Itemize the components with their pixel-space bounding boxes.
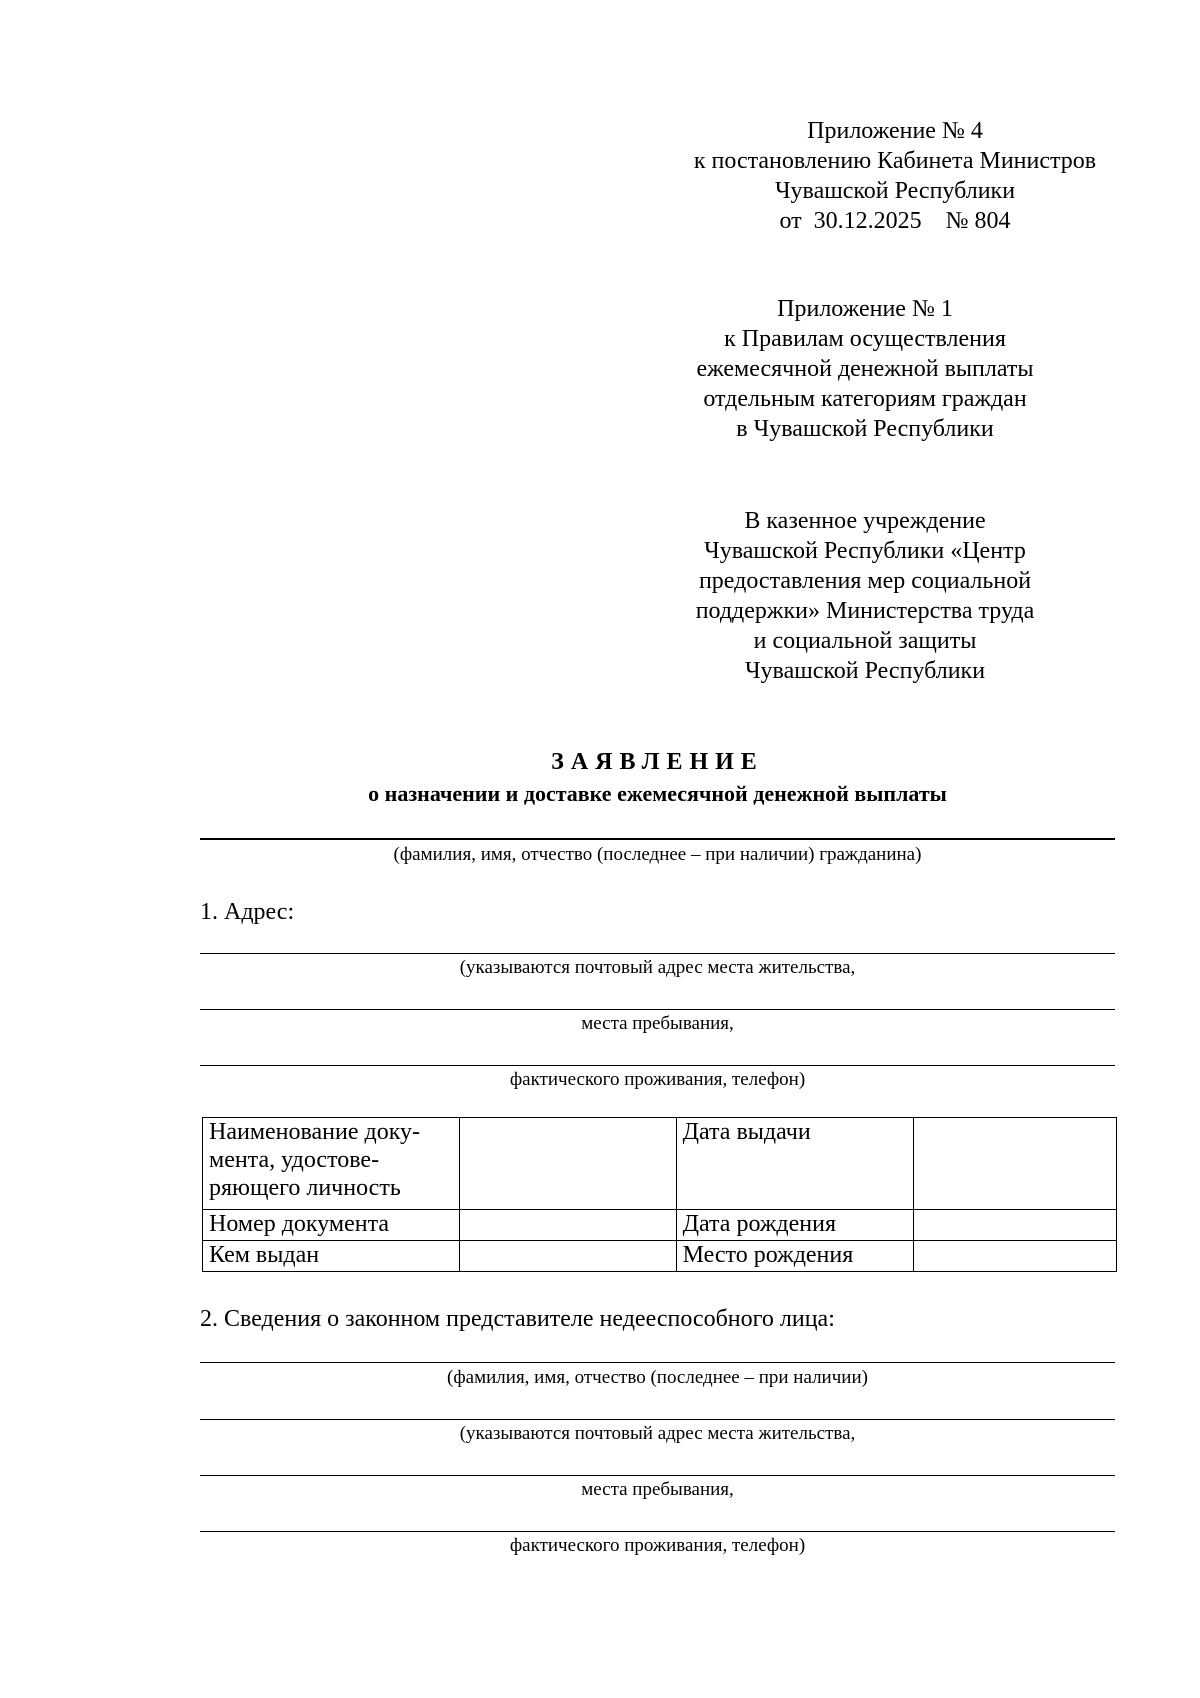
recipient-block <box>655 506 1075 686</box>
recipient-line-1: В казенное учреждение <box>744 508 986 534</box>
doc-name-label-line-3: ряющего личность <box>209 1175 401 1201</box>
annex-4-line-1: Приложение № 4 <box>807 118 983 144</box>
rep-address-line-3[interactable] <box>200 1531 1115 1532</box>
rep-name-caption: (фамилия, имя, отчество (последнее – при наличии) <box>447 1367 868 1388</box>
doc-name-value-cell[interactable] <box>459 1118 676 1210</box>
table-row <box>203 1210 1117 1241</box>
annex-1-line-3: ежемесячной денежной выплаты <box>696 356 1034 382</box>
rep-address-caption-1: (указываются почтовый адрес места жительства, <box>459 1423 856 1444</box>
doc-name-label <box>203 1118 460 1210</box>
rep-address-line-1[interactable] <box>200 1419 1115 1420</box>
birth-date-label: Дата рождения <box>676 1210 913 1241</box>
issue-date-label: Дата выдачи <box>676 1118 913 1210</box>
issued-by-label: Кем выдан <box>203 1241 460 1272</box>
table-row <box>203 1118 1117 1210</box>
doc-name-label-line-2: мента, удостове- <box>209 1147 380 1173</box>
title-subtitle: о назначении и доставке ежемесячной денежной выплаты <box>368 781 947 806</box>
section-representative-label: 2. Сведения о законном представителе недееспособного лица: <box>200 1306 835 1332</box>
birth-date-value-cell[interactable] <box>913 1210 1116 1241</box>
section-address-label: 1. Адрес: <box>200 899 295 925</box>
address-line-1[interactable] <box>200 953 1115 954</box>
document-title <box>200 746 1115 810</box>
address-caption-2: места пребывания, <box>581 1013 734 1034</box>
annex-4-header <box>655 116 1135 236</box>
recipient-line-5: и социальной защиты <box>753 628 977 654</box>
issued-by-value-cell[interactable] <box>459 1241 676 1272</box>
doc-number-label: Номер документа <box>203 1210 460 1241</box>
address-line-2[interactable] <box>200 1009 1115 1010</box>
annex-4-line-3: Чувашской Республики <box>774 178 1016 204</box>
birth-place-label: Место рождения <box>676 1241 913 1272</box>
annex-4-line-2: к постановлению Кабинета Министров <box>693 148 1097 174</box>
recipient-line-3: предоставления мер социальной <box>698 568 1032 594</box>
address-line-3[interactable] <box>200 1065 1115 1066</box>
rep-name-line[interactable] <box>200 1362 1115 1363</box>
address-caption-1: (указываются почтовый адрес места жительства, <box>459 957 856 978</box>
rep-address-caption-2: места пребывания, <box>581 1479 734 1500</box>
doc-name-label-line-1: Наименование доку- <box>209 1119 421 1145</box>
rep-address-caption-3: фактического проживания, телефон) <box>509 1535 806 1556</box>
address-caption-3: фактического проживания, телефон) <box>509 1069 806 1090</box>
recipient-line-2: Чувашской Республики «Центр <box>704 538 1026 564</box>
annex-4-line-4: от 30.12.2025 № 804 <box>779 208 1011 234</box>
annex-1-line-2: к Правилам осуществления <box>724 326 1006 352</box>
citizen-name-line[interactable] <box>200 838 1115 840</box>
rep-address-line-2[interactable] <box>200 1475 1115 1476</box>
identity-document-table <box>202 1117 1117 1272</box>
citizen-name-caption: (фамилия, имя, отчество (последнее – при наличии) гражданина) <box>393 844 922 865</box>
annex-1-line-1: Приложение № 1 <box>777 296 953 322</box>
doc-number-value-cell[interactable] <box>459 1210 676 1241</box>
birth-place-value-cell[interactable] <box>913 1241 1116 1272</box>
annex-1-line-4: отдельным категориям граждан <box>703 386 1027 412</box>
table-row <box>203 1241 1117 1272</box>
title-main: ЗАЯВЛЕНИЕ <box>551 749 764 775</box>
recipient-line-6: Чувашской Республики <box>744 658 986 684</box>
issue-date-value-cell[interactable] <box>913 1118 1116 1210</box>
recipient-line-4: поддержки» Министерства труда <box>695 598 1035 624</box>
annex-1-header <box>655 294 1075 444</box>
annex-1-line-5: в Чувашской Республики <box>736 416 994 442</box>
